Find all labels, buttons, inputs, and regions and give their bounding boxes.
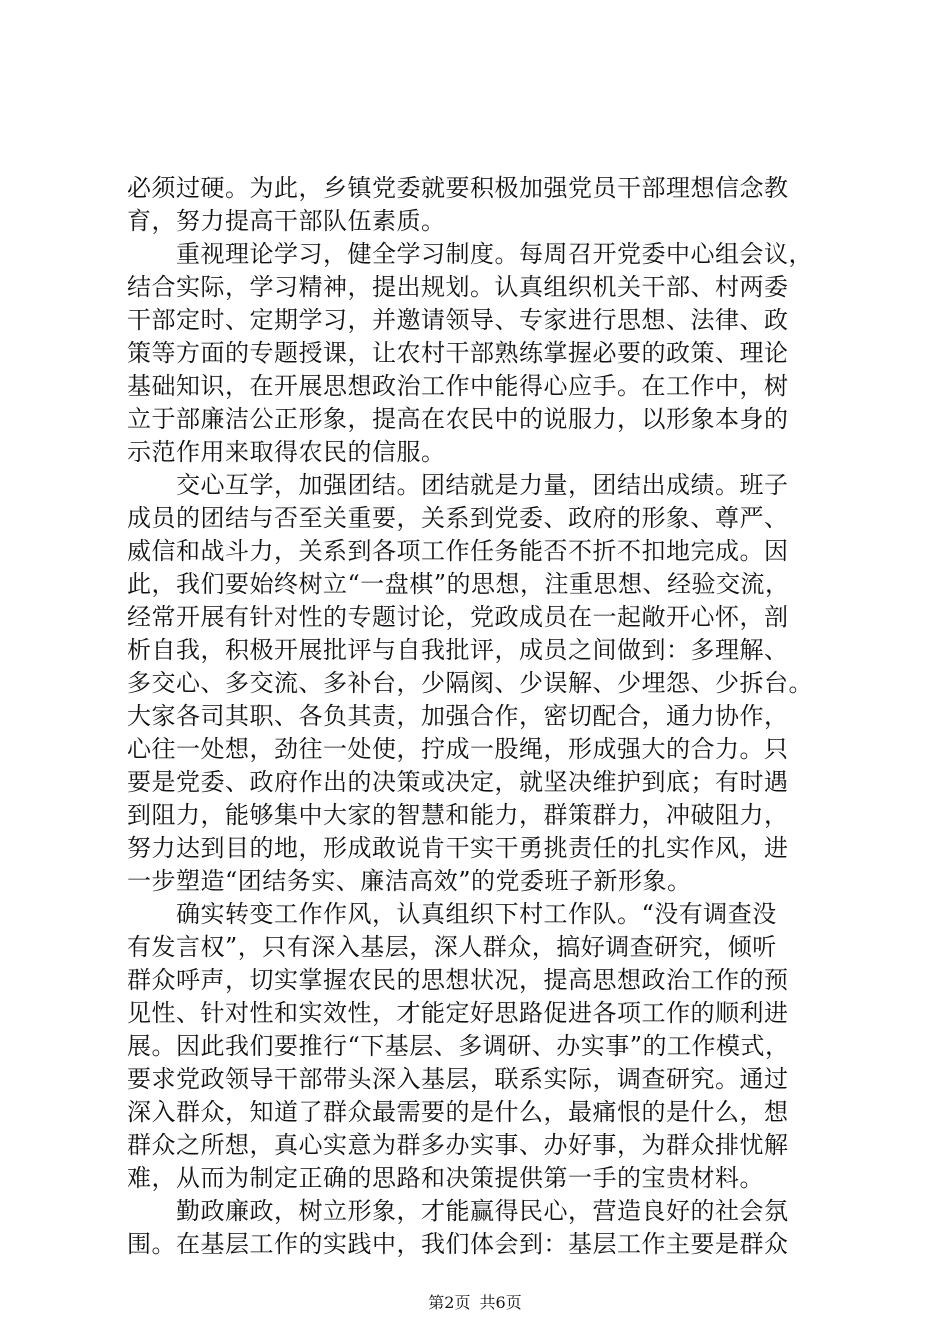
text-line: 要是党委、政府作出的决策或决定，就坚决维护到底；有时遇 [127, 768, 789, 796]
text-line: 勤政廉政，树立形象，才能赢得民心，营造良好的社会氛 [127, 1197, 789, 1225]
text-line: 确实转变工作作风，认真组织下村工作队。“没有调查没 [127, 900, 777, 928]
text-line: 成员的团结与否至关重要，关系到党委、政府的形象、尊严、 [127, 504, 789, 532]
text-line: 必须过硬。为此，乡镇党委就要积极加强党员干部理想信念教 [127, 174, 789, 202]
text-line: 析自我，积极开展批评与自我批评，成员之间做到：多理解、 [127, 636, 789, 664]
text-line: 群众之所想，真心实意为群多办实事、办好事，为群众排忧解 [127, 1131, 789, 1159]
text-line: 重视理论学习，健全学习制度。每周召开党委中心组会议， [127, 240, 813, 268]
text-line: 见性、针对性和实效性，才能定好思路促进各项工作的顺利进 [127, 999, 789, 1027]
page-number: 第2页 [428, 1293, 471, 1312]
text-line: 策等方面的专题授课，让农村干部熟练掌握必要的政策、理论 [127, 339, 789, 367]
text-line: 到阻力，能够集中大家的智慧和能力，群策群力，冲破阻力， [127, 801, 789, 829]
text-line: 威信和战斗力，关系到各项工作任务能否不折不扣地完成。因 [127, 537, 789, 565]
text-line: 努力达到目的地，形成敢说肯干实干勇挑责任的扎实作风，进 [127, 834, 789, 862]
text-line: 交心互学，加强团结。团结就是力量，团结出成绩。班子 [127, 471, 789, 499]
document-body [127, 172, 827, 1261]
text-line: 结合实际，学习精神，提出规划。认真组织机关干部、村两委 [127, 273, 789, 301]
text-line: 有发言权”，只有深入基层，深人群众，搞好调查研究，倾听 [127, 933, 777, 961]
text-line: 大家各司其职、各负其责，加强合作，密切配合，通力协作， [127, 702, 789, 730]
page-total: 共6页 [479, 1293, 522, 1312]
text-line: 育，努力提高干部队伍素质。 [127, 207, 446, 235]
text-line: 多交心、多交流、多补台，少隔阂、少误解、少埋怨、少拆台。 [127, 669, 813, 697]
text-line: 心往一处想，劲往一处使，拧成一股绳，形成强大的合力。只 [127, 735, 789, 763]
text-line: 深入群众，知道了群众最需要的是什么，最痛恨的是什么，想 [127, 1098, 789, 1126]
text-line: 难，从而为制定正确的思路和决策提供第一手的宝贵材料。 [127, 1164, 764, 1192]
text-line: 示范作用来取得农民的信服。 [127, 438, 446, 466]
text-line: 展。因此我们要推行“下基层、多调研、办实事”的工作模式， [127, 1032, 790, 1060]
text-line: 干部定时、定期学习，并邀请领导、专家进行思想、法律、政 [127, 306, 789, 334]
text-line: 围。在基层工作的实践中，我们体会到：基层工作主要是群众 [127, 1230, 789, 1258]
text-line: 立于部廉洁公正形象，提高在农民中的说服力，以形象本身的 [127, 405, 789, 433]
text-line: 经常开展有针对性的专题讨论，党政成员在一起敞开心怀，剖 [127, 603, 789, 631]
text-line: 基础知识，在开展思想政治工作中能得心应手。在工作中，树 [127, 372, 789, 400]
page-footer [0, 1290, 950, 1313]
text-line: 此，我们要始终树立“一盘棋”的思想，注重思想、经验交流， [127, 570, 790, 598]
text-line: 一步塑造“团结务实、廉洁高效”的党委班子新形象。 [127, 867, 692, 895]
text-line: 群众呼声，切实掌握农民的思想状况，提高思想政治工作的预 [127, 966, 789, 994]
text-line: 要求党政领导干部带头深入基层，联系实际，调查研究。通过 [127, 1065, 789, 1093]
